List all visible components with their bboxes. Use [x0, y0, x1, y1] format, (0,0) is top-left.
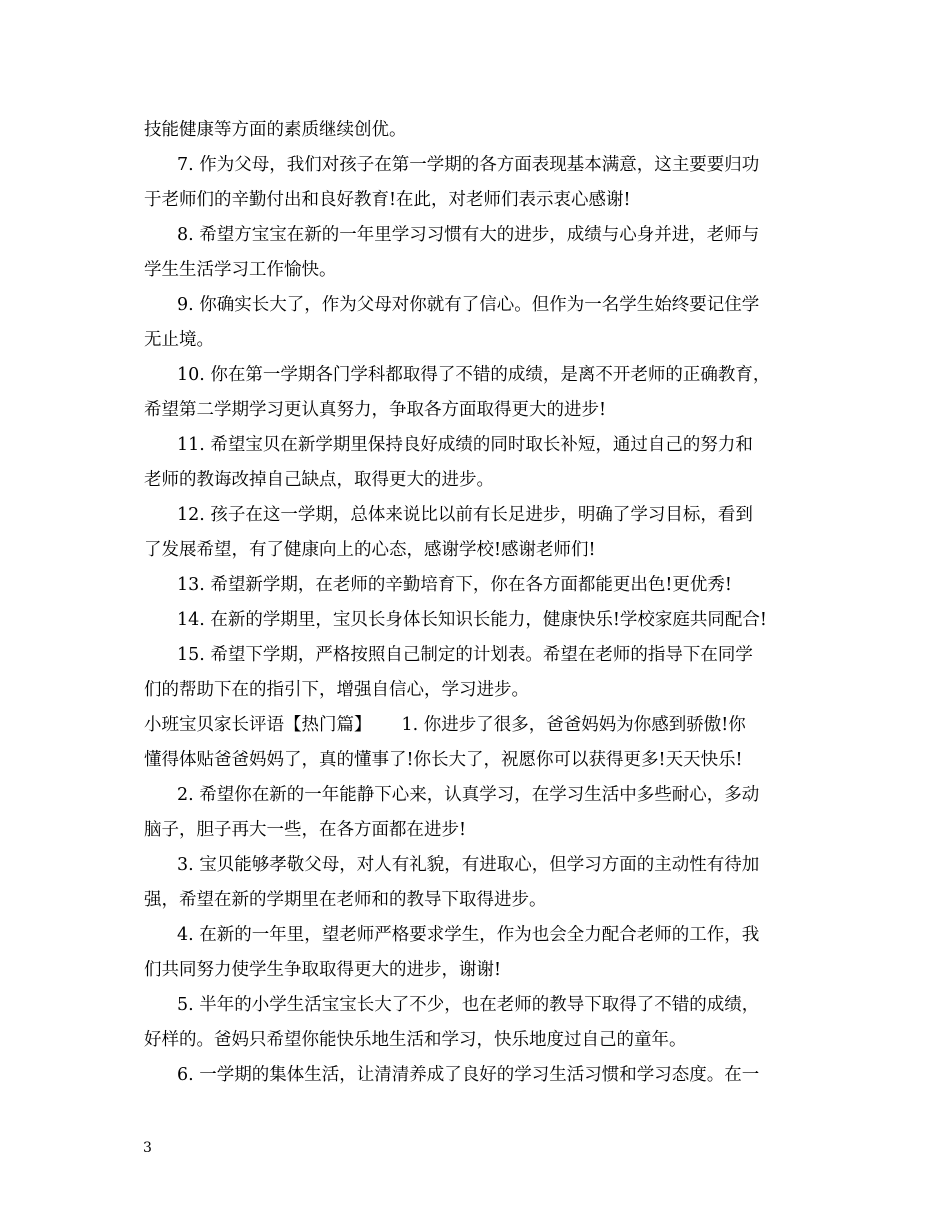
text-line: 希望第二学期学习更认真努力，争取各方面取得更大的进步! — [144, 400, 607, 420]
page-number: 3 — [143, 1140, 152, 1156]
text-line: 15. 希望下学期，严格按照自己制定的计划表。希望在老师的指导下在同学 — [177, 645, 753, 665]
text-line: 4. 在新的一年里，望老师严格要求学生，作为也会全力配合老师的工作，我 — [177, 925, 760, 945]
section-heading: 小班宝贝家长评语【热门篇】 — [144, 715, 372, 735]
text-line: 于老师们的辛勤付出和良好教育!在此，对老师们表示衷心感谢! — [144, 190, 631, 210]
text-line: 6. 一学期的集体生活，让清清养成了良好的学习生活习惯和学习态度。在一 — [177, 1065, 760, 1085]
text-line: 技能健康等方面的素质继续创优。 — [144, 120, 407, 140]
section-heading-line — [144, 713, 814, 737]
text-line: 们共同努力使学生争取取得更大的进步，谢谢! — [144, 960, 502, 980]
text-line: 2. 希望你在新的一年能静下心来，认真学习，在学习生活中多些耐心，多动 — [177, 785, 760, 805]
text-line: 学生生活学习工作愉快。 — [144, 260, 337, 280]
text-line: 强，希望在新的学期里在老师和的教导下取得进步。 — [144, 890, 547, 910]
text-line: 13. 希望新学期，在老师的辛勤培育下，你在各方面都能更出色!更优秀! — [177, 575, 732, 595]
text-line: 10. 你在第一学期各门学科都取得了不错的成绩，是离不开老师的正确教育， — [177, 365, 771, 385]
text-line: 7. 作为父母，我们对孩子在第一学期的各方面表现基本满意，这主要要归功 — [177, 155, 760, 175]
text-line: 好样的。爸妈只希望你能快乐地生活和学习，快乐地度过自己的童年。 — [144, 1030, 687, 1050]
text-line: 5. 半年的小学生活宝宝长大了不少，也在老师的教导下取得了不错的成绩， — [177, 995, 760, 1015]
text-line: 无止境。 — [144, 330, 214, 350]
text-line: 脑子，胆子再大一些，在各方面都在进步! — [144, 820, 467, 840]
text-line: 14. 在新的学期里，宝贝长身体长知识长能力，健康快乐!学校家庭共同配合! — [177, 610, 767, 630]
text-line: 了发展希望，有了健康向上的心态，感谢学校!感谢老师们! — [144, 540, 596, 560]
text-line: 3. 宝贝能够孝敬父母，对人有礼貌，有进取心，但学习方面的主动性有待加 — [177, 855, 760, 875]
text-line: 们的帮助下在的指引下，增强自信心，学习进步。 — [144, 680, 529, 700]
text-line: 懂得体贴爸爸妈妈了，真的懂事了!你长大了，祝愿你可以获得更多!天天快乐! — [144, 750, 743, 770]
text-line: 11. 希望宝贝在新学期里保持良好成绩的同时取长补短，通过自己的努力和 — [177, 435, 753, 455]
text-line: 8. 希望方宝宝在新的一年里学习习惯有大的进步，成绩与心身并进，老师与 — [177, 225, 760, 245]
text-line: 9. 你确实长大了，作为父母对你就有了信心。但作为一名学生始终要记住学 — [177, 295, 760, 315]
text-line: 老师的教诲改掉自己缺点，取得更大的进步。 — [144, 470, 494, 490]
text-line: 12. 孩子在这一学期，总体来说比以前有长足进步，明确了学习目标，看到 — [177, 505, 753, 525]
section-first-item: 1. 你进步了很多，爸爸妈妈为你感到骄傲!你 — [401, 715, 746, 735]
